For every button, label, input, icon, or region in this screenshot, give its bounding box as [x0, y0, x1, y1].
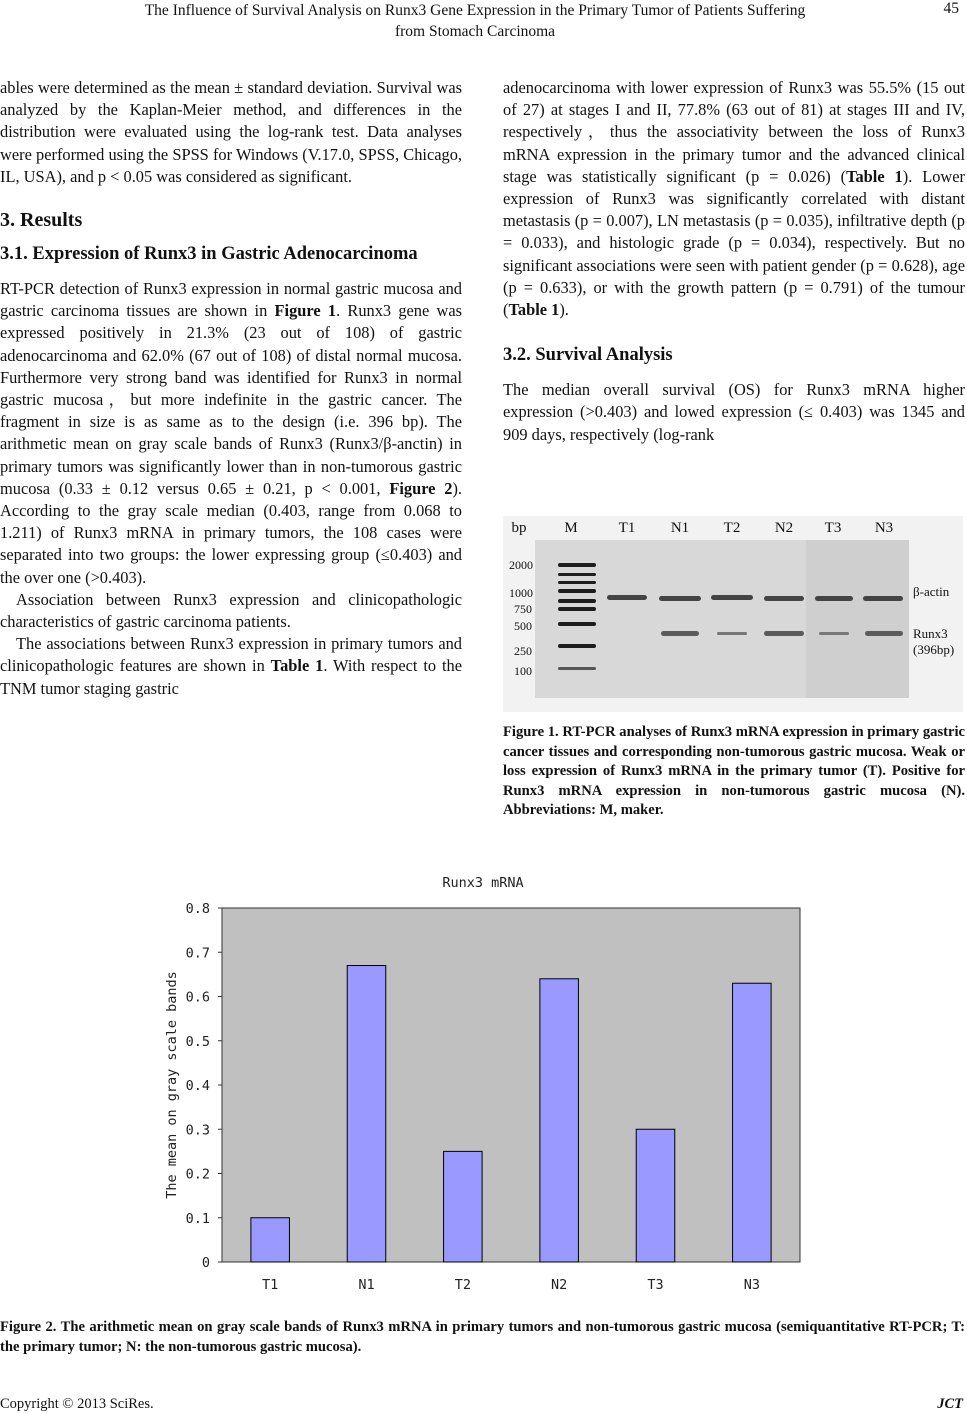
lane-label: N3: [874, 520, 894, 536]
header-title-line2: from Stomach Carcinoma: [394, 23, 556, 40]
y-tick-label: 0: [201, 1255, 210, 1271]
lane-label: T1: [618, 520, 636, 536]
results-paragraph-4: adenocarcinoma with lower expression of Runx3 was 55.5% (15 out of 27) at stages I and II, 77.8% (63 out of 81) at stages III and IV, respectively，thus the associativity between the loss of Runx3 mRNA expression in the primary tumor and the advanced clinical stage was statistically significant (p = 0.026) (Table 1). Lower expression of Runx3 was significantly correlated with distant metastasis (p = 0.007), LN metastasis (p = 0.035), infiltrative depth (p = 0.033), and histologic grade (p = 0.034), respectively. But no significant associations were seen with patient gender (p = 0.628), age (p = 0.633), or with the growth pattern (p = 0.791) of the tumour (Table 1).: [503, 78, 965, 320]
subsection-heading-expression: 3.1. Expression of Runx3 in Gastric Adenocarcinoma: [0, 244, 418, 265]
figure-2-caption: Figure 2. The arithmetic mean on gray scale bands of Runx3 mRNA in primary tumors and non-tumorous gastric mucosa (semiquantitative RT-PCR; T: the primary tumor; N: the non-tumorous gastric mucosa).: [0, 1319, 965, 1355]
results-paragraph-1: RT-PCR detection of Runx3 expression in normal gastric mucosa and gastric carcinoma tissues are shown in Figure 1. Runx3 gene was expressed positively in 21.3% (23 out of 108) of gastric adenocarcinoma and 62.0% (67 out of 108) of distal normal mucosa. Furthermore very strong band was identified for Runx3 in normal gastric mucosa，but more indefinite in the gastric cancer. The fragment in size is as same as to the design (i.e. 396 bp). The arithmetic mean on gray scale bands of Runx3 (Runx3/β-anctin) in primary tumors was significantly lower than in non-tumorous gastric mucosa (0.33 ± 0.12 versus 0.65 ± 0.21, p < 0.001, Figure 2). According to the gray scale median (0.403, range from 0.068 to 1.211) of Runx3 mRNA in primary tumors, the 108 cases were separated into two groups: the lower expressing group (≤0.403) and the over one (>0.403).: [0, 279, 462, 587]
journal-abbreviation: JCT: [937, 1396, 963, 1412]
y-tick-label: 0.6: [185, 989, 210, 1006]
table-1-reference[interactable]: Table 1: [846, 166, 903, 186]
table-1-reference[interactable]: Table 1: [270, 656, 324, 676]
runx3-bands: [661, 631, 903, 636]
y-tick-label: 0.8: [185, 901, 210, 917]
y-tick-label: 0.7: [185, 945, 210, 962]
results-paragraph-3: The associations between Runx3 expression in primary tumors and clinicopathologic features are shown in Table 1. With respect to the TNM tumor staging gastric: [0, 634, 462, 698]
y-tick-label: 0.1: [185, 1210, 210, 1227]
bar-n1: [347, 966, 386, 1262]
y-axis-label: The mean on gray scale bands: [164, 971, 180, 1199]
copyright-footer: Copyright © 2013 SciRes.: [0, 1396, 154, 1412]
figure-1-gel-image: [503, 516, 963, 712]
marker-size-label: 750: [514, 602, 532, 616]
marker-size-label: 500: [514, 619, 532, 633]
subsection-heading-survival: 3.2. Survival Analysis: [503, 345, 673, 366]
x-tick-label: N2: [551, 1277, 568, 1293]
y-tick-label: 0.3: [185, 1122, 210, 1139]
figure-1-caption: Figure 1. RT-PCR analyses of Runx3 mRNA expression in primary gastric cancer tissues and corresponding non-tumorous gastric mucosa. Weak or loss expression of Runx3 mRNA in the primary tumor (T). Positive for Runx3 mRNA expression in non-tumorous gastric mucosa (N). Abbreviations: M, maker.: [503, 724, 965, 818]
runx3-band-size-label: (396bp): [913, 642, 955, 657]
marker-size-label: 2000: [509, 558, 533, 572]
right-column: [503, 77, 965, 446]
runx3-band-label: Runx3: [913, 626, 948, 641]
gel-svg: [503, 516, 963, 712]
left-column: [0, 77, 462, 700]
bar-t1: [251, 1218, 290, 1262]
table-1-reference[interactable]: Table 1: [508, 300, 560, 320]
figure-2-reference[interactable]: Figure 2: [389, 478, 453, 498]
marker-size-label: 250: [514, 644, 532, 658]
lane-label: T2: [723, 520, 741, 536]
results-paragraph-2: Association between Runx3 expression and clinicopathologic characteristics of gastric carcinoma patients.: [0, 589, 462, 632]
y-tick-label: 0.4: [185, 1078, 210, 1094]
chart-title: Runx3 mRNA: [442, 875, 524, 891]
beta-actin-label: β-actin: [913, 584, 950, 599]
x-tick-label: N1: [358, 1277, 375, 1293]
x-tick-label: T3: [647, 1277, 664, 1293]
bar-chart-svg: [150, 868, 820, 1298]
methods-paragraph-end: ables were determined as the mean ± standard deviation. Survival was analyzed by the Kaplan-Meier method, and differences in the distribution were evaluated using the log-rank test. Data analyses were performed using the SPSS for Windows (V.17.0, SPSS, Chicago, IL, USA), and p < 0.05 was considered as significant.: [0, 78, 462, 186]
x-tick-label: N3: [743, 1277, 760, 1293]
bar-t3: [636, 1129, 675, 1262]
y-tick-label: 0.2: [185, 1166, 210, 1183]
survival-paragraph: The median overall survival (OS) for Runx3 mRNA higher expression (>0.403) and lowed expression (≤ 0.403) was 1345 and 909 days, respectively (log-rank: [503, 380, 965, 444]
page-number: 45: [943, 0, 959, 17]
plot-area: [222, 908, 800, 1262]
lane-label: N2: [774, 520, 794, 536]
x-tick-label: T1: [262, 1277, 279, 1293]
x-tick-label: T2: [454, 1277, 471, 1293]
bar-n3: [733, 983, 772, 1262]
lane-label: T3: [824, 520, 842, 536]
marker-size-label: 100: [514, 664, 532, 678]
lane-label: M: [564, 520, 578, 536]
marker-size-label: 1000: [509, 586, 533, 600]
header-title-line1: The Influence of Survival Analysis on Runx3 Gene Expression in the Primary Tumor of Patients Suffering: [144, 2, 806, 19]
figure-2-chart: [150, 868, 820, 1298]
bar-t2: [444, 1151, 483, 1262]
y-tick-label: 0.5: [185, 1033, 210, 1050]
running-header: [60, 0, 890, 42]
lane-label: bp: [511, 520, 527, 536]
lane-label: N1: [670, 520, 690, 536]
figure-1-reference[interactable]: Figure 1: [274, 301, 337, 321]
section-heading-results: 3. Results: [0, 209, 83, 232]
bar-n2: [540, 979, 579, 1262]
